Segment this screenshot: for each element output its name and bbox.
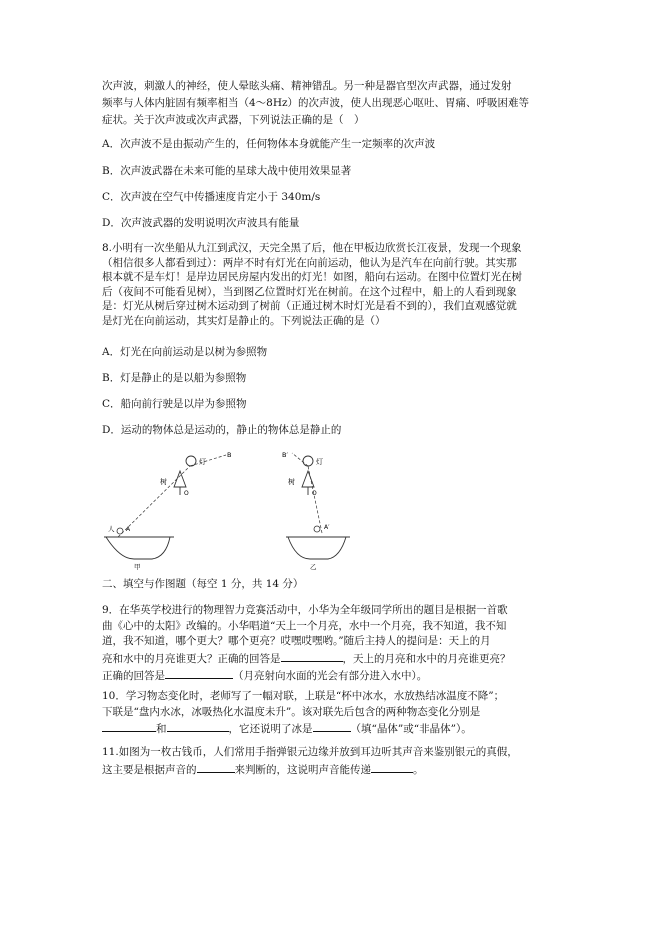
- q10-line-1: 10．学习物态变化时，老师写了一幅对联，上联是“杯中冰水，水放热结冰温度不降”；: [102, 690, 505, 702]
- boat-icon: [288, 537, 346, 559]
- q11-answer-blank-1[interactable]: [197, 761, 235, 773]
- b-prime-label: B′: [282, 451, 288, 459]
- jia-label: 甲: [134, 563, 141, 571]
- q8-line-6: 是灯光在向前运动，其实灯是静止的。下列说法正确的是（）: [102, 314, 386, 327]
- q10-answer-blank-3[interactable]: [313, 720, 351, 732]
- figure-yi: [282, 451, 350, 571]
- tree-icon: [302, 471, 314, 487]
- q8-option-b: B．灯是静止的是以船为参照物: [102, 372, 247, 384]
- q11-answer-blank-2[interactable]: [371, 761, 413, 773]
- q9-stem: [102, 603, 557, 685]
- q9-answer-blank-2[interactable]: [165, 667, 233, 679]
- q10-answer-blank-1[interactable]: [102, 720, 156, 732]
- q9-line-3: 道，我不知道，哪个更大？哪个更亮？哎嘿哎嘿哟。”随后主持人的提问是：天上的月: [102, 635, 491, 647]
- lamp-icon: [303, 456, 313, 466]
- figure-jia: [104, 451, 231, 571]
- boat-lamp-figure: [100, 447, 360, 572]
- tree-icon: [174, 471, 186, 487]
- q11-line-2b: 来判断的，这说明声音能传递: [234, 763, 371, 776]
- tree-label: 树: [288, 478, 295, 486]
- q8-option-c: C．船向前行驶是以岸为参照物: [102, 398, 247, 410]
- q9-line-1: 9．在华英学校进行的物理智力竞赛活动中，小华为全年级同学所出的题目是根据一首歌: [102, 604, 508, 616]
- q11-stem: [102, 745, 557, 778]
- tree-label: 树: [160, 478, 167, 486]
- q11-line-2a: 这主要是根据声音的: [102, 763, 197, 776]
- q9-line-4b: ，天上的月亮和水中的月亮谁更亮？: [342, 652, 511, 665]
- q10-line-3b: ，它还说明了冰是: [228, 723, 313, 735]
- sight-line-b: [190, 455, 226, 466]
- q8-option-a: A．灯光在向前运动是以树为参照物: [102, 346, 268, 358]
- lamp-label: 灯: [316, 458, 323, 466]
- lamp-icon: [186, 456, 196, 466]
- a-prime-label: A′: [324, 524, 330, 531]
- q9-line-5b: （月亮射向水面的光会有部分进入水中）。: [233, 670, 428, 682]
- q10-line-3c: （填“晶体”或“非晶体”）。: [350, 723, 472, 735]
- section-2-title: 二、填空与作图题（每空 1 分，共 14 分）: [102, 578, 304, 590]
- q8-line-4: 后（夜间不可能看见树），当到图乙位置时灯光在树前。在这个过程中，船上的人看到现象: [102, 285, 517, 298]
- a-label: A: [126, 526, 131, 533]
- o-label: O: [184, 490, 189, 497]
- q7-option-d: D．次声波武器的发明说明次声波具有能量: [102, 217, 300, 229]
- q8-line-1: 8.小明有一次坐船从九江到武汉，天完全黑了后，他在甲板边欣赏长江夜景，发现一个现象: [102, 242, 522, 254]
- q8-line-3: 根本就不是车灯！是岸边居民房屋内发出的灯光！如图，船向右运动。在图中位置灯光在树: [102, 271, 522, 283]
- q7-stem: [102, 78, 557, 129]
- person-icon: [117, 528, 123, 534]
- q7-option-c: C．次声波在空气中传播速度肯定小于 340m/s: [102, 191, 321, 203]
- boat-icon: [106, 537, 170, 559]
- q9-line-2: 曲《心中的太阳》改编的。小华唱道“天上一个月亮，水中一个月亮，我不知道，我不知: [102, 619, 507, 632]
- q10-stem: [102, 689, 557, 738]
- lamp-label: 灯: [199, 458, 206, 466]
- q9-answer-blank-1[interactable]: [281, 650, 343, 662]
- person-label: 人: [108, 525, 115, 533]
- q8-option-d: D．运动的物体总是运动的，静止的物体总是静止的: [102, 424, 342, 436]
- q8-stem: [102, 241, 557, 328]
- q7-line-3: 症状。关于次声波或次声武器，下列说法正确的是（ ）: [102, 114, 365, 126]
- yi-label: 乙: [310, 563, 317, 571]
- q8-line-5: 是：灯光从树后穿过树木运动到了树前（正通过树木时灯光是看不到的），我们直观感觉就: [102, 300, 517, 312]
- q10-line-2: 下联是“盘内水冰，冰吸热化水温度未升”。该对联先后包含的两种物态变化分别是: [102, 705, 481, 718]
- q10-line-3a: 和: [156, 723, 167, 735]
- q7-line-1: 次声波，刺激人的神经，使人晕眩头痛、精神错乱。另一种是器官型次声武器，通过发射: [102, 80, 512, 92]
- q11-line-2c: 。: [413, 763, 424, 776]
- person-icon: [314, 526, 320, 532]
- sight-line-b: [292, 453, 308, 466]
- q9-line-5a: 正确的回答是: [102, 670, 165, 682]
- q9-line-4a: 亮和水中的月亮谁更大？正确的回答是: [102, 652, 281, 665]
- q7-line-2: 频率与人体内脏固有频率相当（4～8Hz）的次声波，使人出现恶心呕吐、胃痛、呼吸困难等: [102, 97, 530, 109]
- q10-answer-blank-2[interactable]: [167, 720, 229, 732]
- q8-line-2: （相信很多人都看到过）：两岸不时有灯光在向前运动，他认为是汽车在向前行驶。其实那: [102, 256, 517, 269]
- b-label: B: [227, 451, 232, 459]
- q7-option-a: A．次声波不是由振动产生的，任何物体本身就能产生一定频率的次声波: [102, 138, 436, 150]
- q7-option-b: B．次声波武器在未来可能的星球大战中使用效果显著: [102, 165, 352, 177]
- o-label: O: [312, 490, 317, 497]
- q11-line-1: 11.如图为一枚古钱币，人们常用手指弹银元边缘并放到耳边听其声音来鉴别银元的真假，: [102, 746, 518, 758]
